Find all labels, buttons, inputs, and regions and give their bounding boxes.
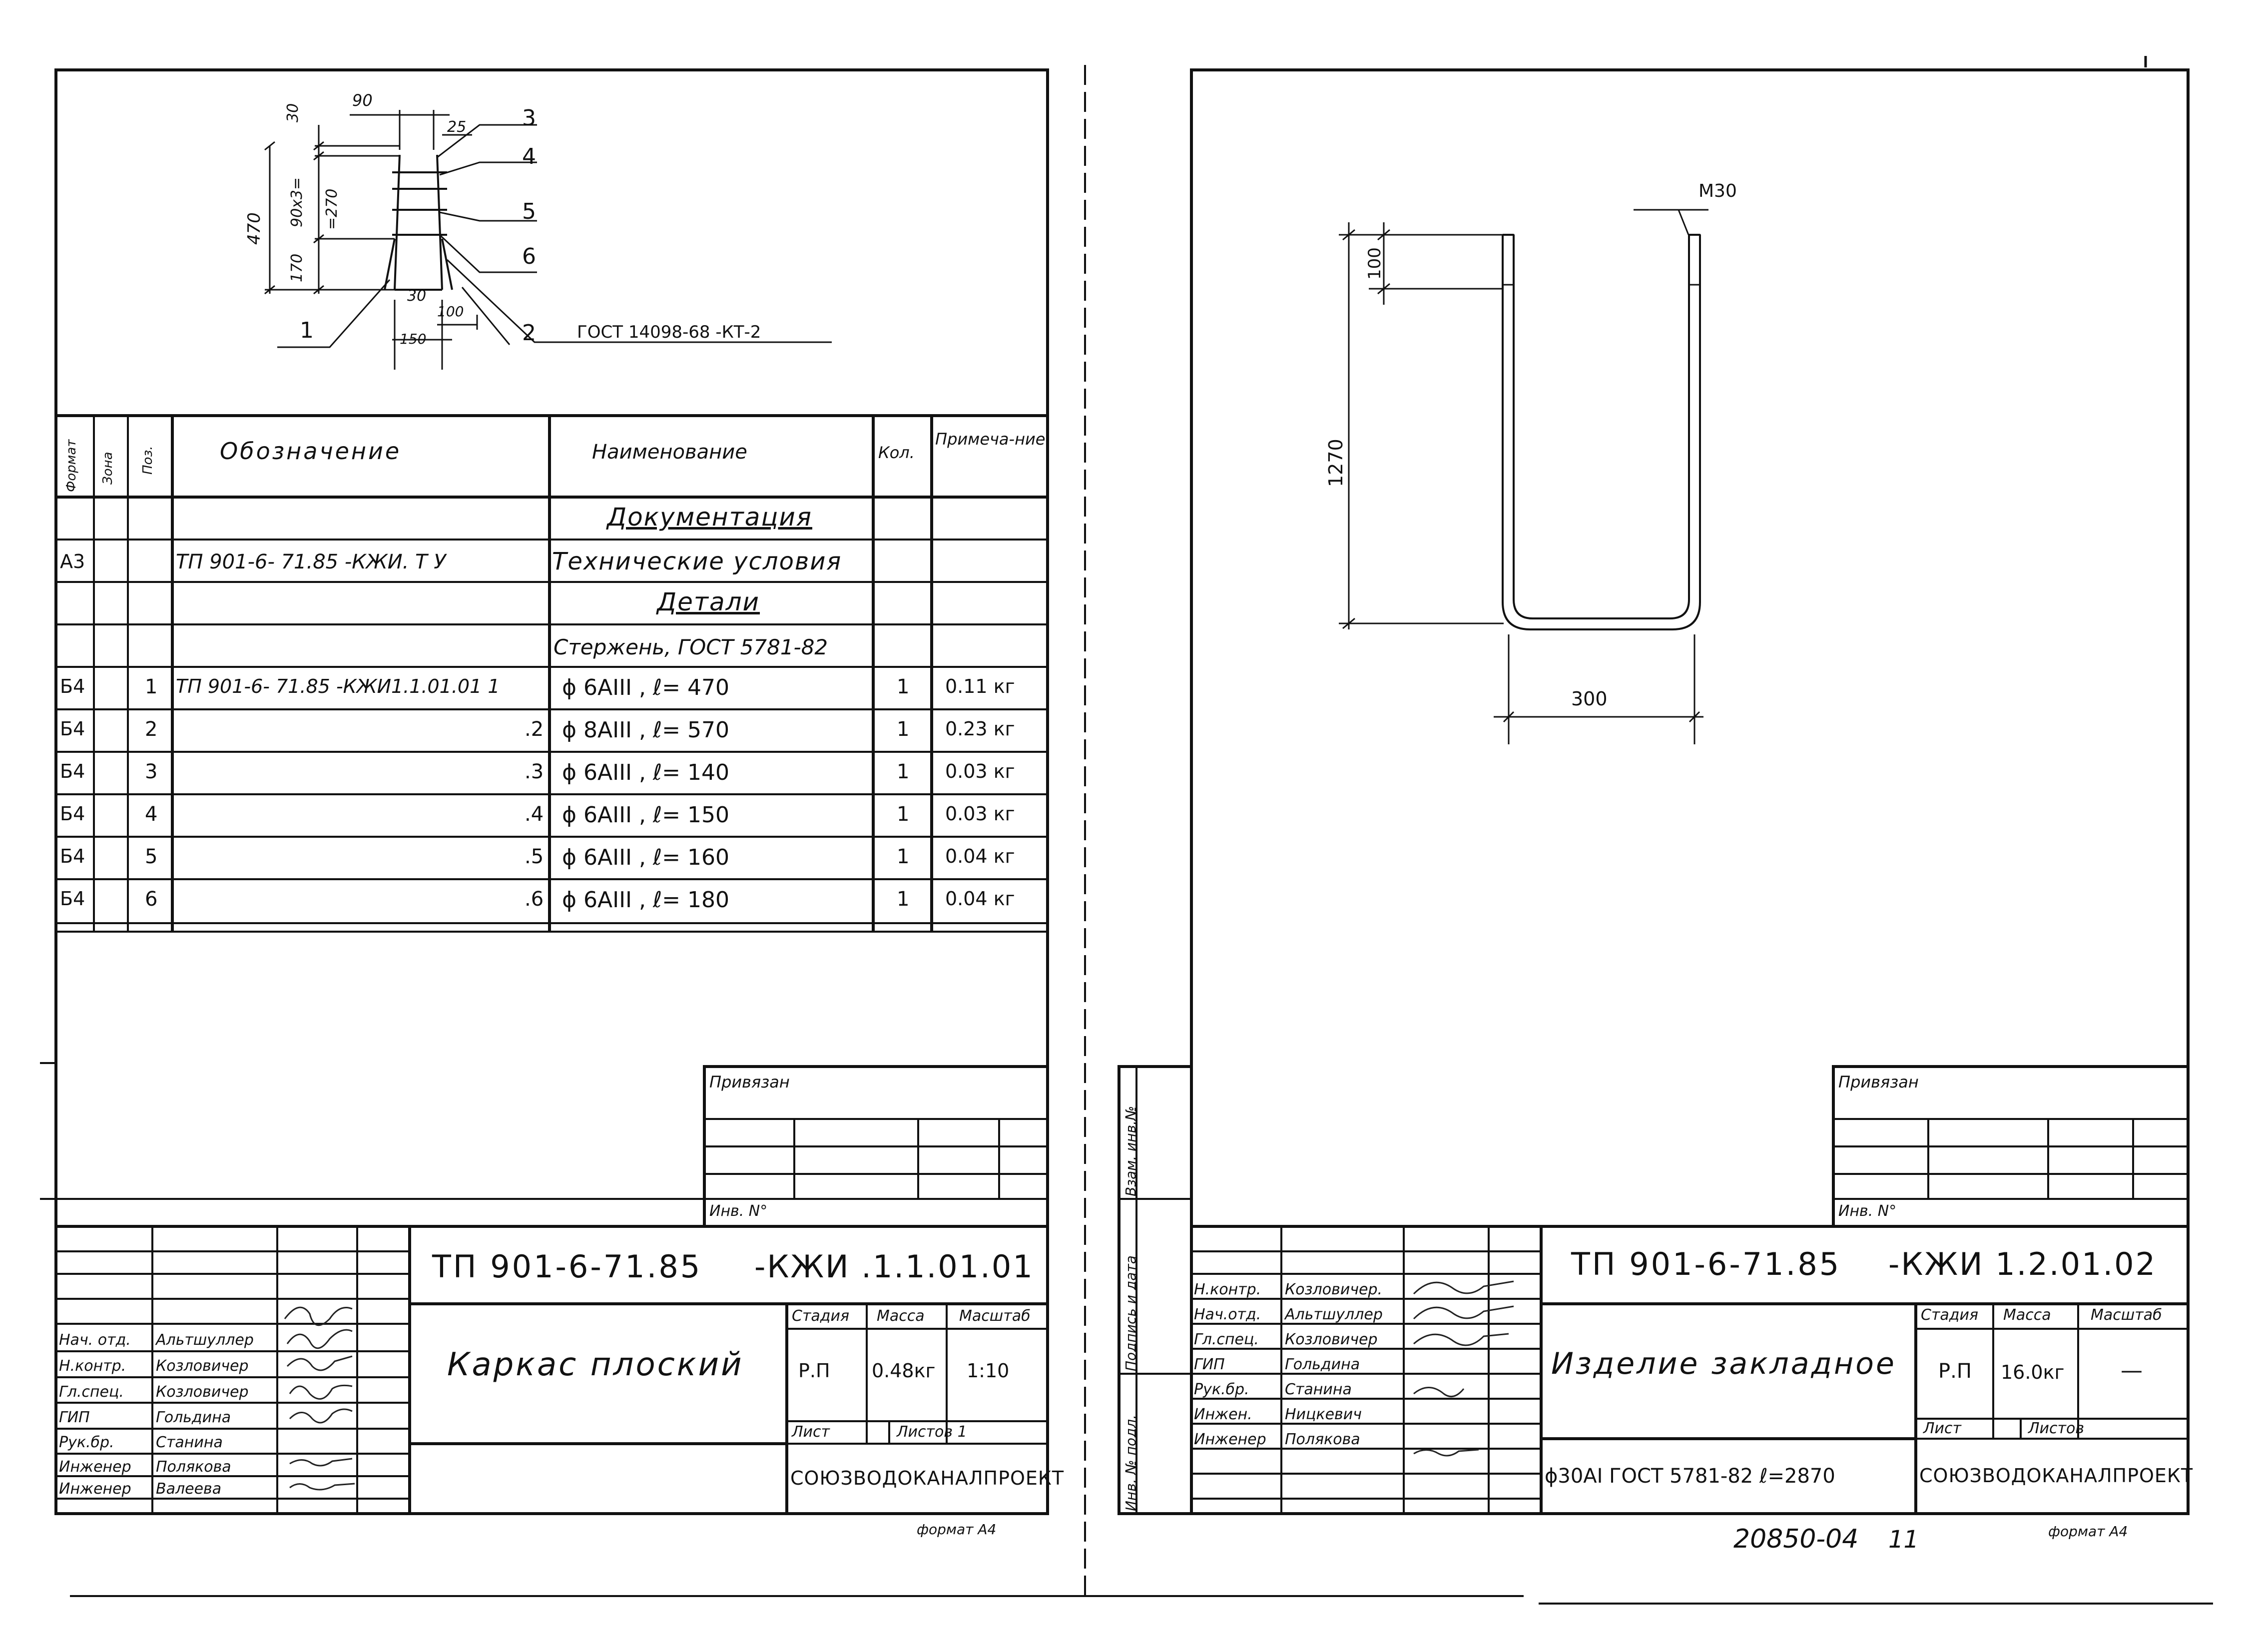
staff-name: Станина — [1285, 1381, 1352, 1398]
header-note: Примеча-ние — [935, 430, 1046, 449]
left-scale-value: 1:10 — [967, 1360, 1010, 1382]
staff-name: Козловичер — [156, 1383, 249, 1401]
doc-row-designation: ТП 901-6- 71.85 -КЖИ. Т У — [176, 551, 446, 573]
row-format: Б4 — [60, 718, 85, 740]
right-product-name: Изделие закладное — [1551, 1346, 1896, 1381]
left-mass-label: Масса — [877, 1307, 925, 1325]
right-stage-value: Р.П — [1938, 1360, 1972, 1383]
right-material-spec: ϕ30АI ГОСТ 5781-82 ℓ=2870 — [1545, 1465, 1835, 1488]
row-qty: 1 — [897, 760, 910, 783]
dim-470: 470 — [244, 212, 264, 245]
dim-170: 170 — [288, 253, 306, 282]
row-qty: 1 — [897, 718, 910, 741]
staff-role: ГИП — [59, 1409, 90, 1426]
left-doc-code: ТП 901-6-71.85 — [432, 1248, 702, 1285]
side-label-inv-podl: Инв. № подл. — [1122, 1414, 1139, 1511]
staff-role: Инженер — [1194, 1431, 1266, 1448]
staff-role: Н.контр. — [59, 1357, 126, 1375]
row-note: 0.03 кг — [945, 760, 1015, 782]
staff-role: Гл.спец. — [1194, 1331, 1259, 1348]
row-name: ϕ 6АIII , ℓ= 150 — [562, 802, 730, 828]
row-designation: ТП 901-6- 71.85 -КЖИ1.1.01.01 1 — [176, 675, 500, 697]
row-pos: 1 — [145, 675, 158, 698]
row-designation: .5 — [525, 845, 544, 868]
row-pos: 6 — [145, 888, 158, 911]
row-pos: 4 — [145, 803, 158, 826]
right-sheets-label: Листов — [2028, 1420, 2085, 1437]
right-privyazan-label: Привязан — [1838, 1073, 1919, 1092]
staff-role: Инженер — [59, 1480, 131, 1498]
left-sheet-label: Лист — [792, 1423, 830, 1441]
row-name: ϕ 6АIII , ℓ= 160 — [562, 845, 730, 870]
left-sheets-label: Листов 1 — [897, 1423, 967, 1441]
staff-name: Альтшуллер — [1285, 1306, 1383, 1323]
gost-callout: ГОСТ 14098-68 -КТ-2 — [577, 322, 761, 342]
row-note: 0.23 кг — [945, 718, 1015, 740]
header-designation: Обозначение — [220, 438, 402, 465]
staff-name: Альтшуллер — [156, 1331, 254, 1349]
row-note: 0.04 кг — [945, 845, 1015, 867]
left-privyazan-label: Привязан — [709, 1073, 790, 1092]
row-format: Б4 — [60, 760, 85, 782]
position-4-label: 4 — [522, 144, 536, 169]
header-zone: Зона — [100, 452, 115, 485]
right-mass-value: 16.0кг — [2001, 1361, 2065, 1383]
row-format: Б4 — [60, 675, 85, 697]
right-org-name: СОЮЗВОДОКАНАЛПРОЕКТ — [1919, 1465, 2194, 1487]
subsection-rod: Стержень, ГОСТ 5781-82 — [554, 635, 828, 659]
row-qty: 1 — [897, 888, 910, 911]
row-note: 0.03 кг — [945, 803, 1015, 825]
dim-300: 300 — [1571, 688, 1608, 710]
staff-role: Нач. отд. — [59, 1331, 131, 1349]
right-sheet-label: Лист — [1923, 1420, 1962, 1437]
row-format: Б4 — [60, 888, 85, 910]
row-note: 0.11 кг — [945, 675, 1015, 697]
sheet-id: 20850-04 — [1733, 1524, 1859, 1554]
header-qty: Кол. — [878, 443, 915, 462]
row-format: Б4 — [60, 845, 85, 867]
side-label-vzam-inv: Взам. инв.№ — [1122, 1105, 1139, 1196]
right-stage-label: Стадия — [1921, 1306, 1979, 1324]
staff-role: ГИП — [1194, 1356, 1225, 1373]
row-qty: 1 — [897, 845, 910, 868]
dim-30-bot: 30 — [407, 287, 427, 305]
staff-name: Козловичер — [156, 1357, 249, 1375]
side-label-signature-date: Подпись и дата — [1122, 1255, 1139, 1371]
staff-role: Рук.бр. — [59, 1434, 114, 1451]
row-name: ϕ 6АIII , ℓ= 140 — [562, 760, 730, 785]
staff-name: Валеева — [156, 1480, 222, 1498]
dim-30-top: 30 — [284, 103, 302, 122]
staff-name: Гольдина — [156, 1409, 231, 1426]
doc-row-format: А3 — [60, 551, 85, 572]
left-format-label: формат А4 — [917, 1521, 997, 1538]
dim-100: 100 — [1365, 247, 1385, 280]
staff-name: Козловичер. — [1285, 1281, 1383, 1298]
left-org-name: СОЮЗВОДОКАНАЛПРОЕКТ — [790, 1467, 1065, 1489]
row-note: 0.04 кг — [945, 888, 1015, 910]
header-pos: Поз. — [140, 446, 155, 475]
left-mass-value: 0.48кг — [872, 1360, 936, 1382]
left-scale-label: Масштаб — [959, 1307, 1031, 1325]
row-name: ϕ 8АIII , ℓ= 570 — [562, 717, 730, 743]
right-doc-code-suffix: -КЖИ 1.2.01.02 — [1888, 1246, 2157, 1282]
staff-role: Рук.бр. — [1194, 1381, 1249, 1398]
row-qty: 1 — [897, 803, 910, 826]
left-product-name: Каркас плоский — [447, 1346, 744, 1383]
position-5-label: 5 — [522, 199, 536, 224]
dim-25: 25 — [447, 118, 467, 136]
header-format: Формат — [64, 439, 79, 492]
row-pos: 2 — [145, 718, 158, 741]
dim-150: 150 — [400, 331, 427, 347]
right-scale-value: — — [2121, 1358, 2143, 1383]
left-stage-label: Стадия — [792, 1307, 850, 1325]
position-6-label: 6 — [522, 244, 536, 269]
dim-100: 100 — [437, 303, 464, 320]
row-name: ϕ 6АIII , ℓ= 180 — [562, 887, 730, 913]
header-name: Наименование — [592, 441, 747, 464]
position-1-label: 1 — [300, 318, 314, 343]
sheet-number: 11 — [1888, 1526, 1919, 1554]
dim-1270: 1270 — [1325, 439, 1347, 487]
row-name: ϕ 6АIII , ℓ= 470 — [562, 675, 730, 700]
right-scale-label: Масштаб — [2091, 1306, 2162, 1324]
row-pos: 3 — [145, 760, 158, 783]
row-designation: .6 — [525, 888, 544, 911]
position-2-label: 2 — [522, 320, 536, 346]
staff-name: Полякова — [1285, 1431, 1360, 1448]
staff-role: Инженер — [59, 1458, 131, 1476]
left-inv-no: Инв. N° — [709, 1202, 768, 1220]
staff-role: Нач.отд. — [1194, 1306, 1261, 1323]
row-qty: 1 — [897, 675, 910, 698]
position-3-label: 3 — [522, 105, 536, 131]
dim-90: 90 — [352, 91, 373, 110]
thread-m30: М30 — [1698, 181, 1737, 201]
right-format-label: формат А4 — [2048, 1523, 2128, 1540]
left-doc-code-suffix: -КЖИ .1.1.01.01 — [754, 1248, 1034, 1285]
staff-name: Станина — [156, 1434, 223, 1451]
u-bolt-drawing — [1339, 210, 1708, 744]
dim-270: =270 — [323, 188, 341, 230]
left-stage-value: Р.П — [798, 1360, 830, 1382]
staff-name: Гольдина — [1285, 1356, 1360, 1373]
staff-name: Ницкевич — [1285, 1406, 1362, 1423]
row-designation: .3 — [525, 760, 544, 783]
staff-role: Инжен. — [1194, 1406, 1252, 1423]
doc-row-name: Технические условия — [552, 548, 842, 575]
dim-90x3: 90x3= — [288, 177, 306, 227]
staff-name: Козловичер — [1285, 1331, 1378, 1348]
row-format: Б4 — [60, 803, 85, 825]
right-doc-code: ТП 901-6-71.85 — [1571, 1246, 1841, 1282]
right-mass-label: Масса — [2003, 1306, 2051, 1324]
right-inv-no: Инв. N° — [1838, 1202, 1897, 1220]
left-privyazan-box — [56, 1067, 1048, 1226]
section-parts: Детали — [657, 587, 760, 616]
staff-role: Гл.спец. — [59, 1383, 124, 1401]
staff-role: Н.контр. — [1194, 1281, 1261, 1298]
row-designation: .2 — [525, 718, 544, 741]
staff-name: Полякова — [156, 1458, 231, 1476]
row-pos: 5 — [145, 845, 158, 868]
row-designation: .4 — [525, 803, 544, 826]
section-documents: Документация — [607, 503, 812, 532]
